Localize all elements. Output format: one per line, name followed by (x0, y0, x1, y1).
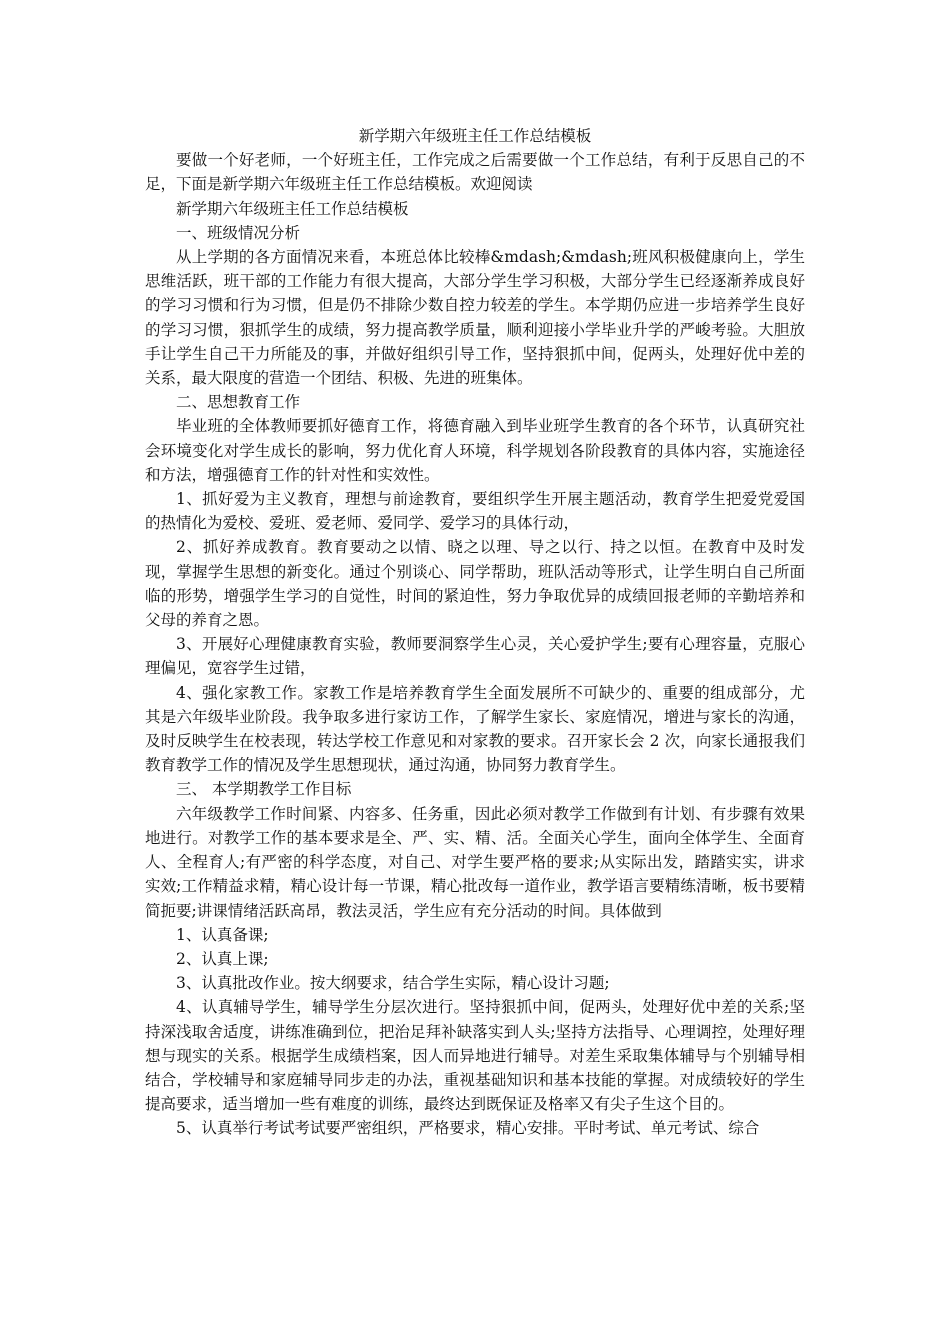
section-heading-moral-education: 二、思想教育工作 (176, 393, 301, 412)
list-item-teaching: 2、认真上课; (176, 949, 269, 968)
paragraph-moral-education: 毕业班的全体教师要抓好德育工作，将德育融入到毕业班学生教育的各个环节，认真研究社会环境变化对学生成长的影响，努力优化育人环境，科学规划各阶段教育的具体内容，实施途径和方法，增强德育工作的针对性和实效性。 (145, 417, 805, 484)
paragraph-class-analysis: 从上学期的各方面情况来看，本班总体比较棒&mdash;&mdash;班风积极健康向上，学生思维活跃，班干部的工作能力有很大提高，大部分学生学习积极，大部分学生已经逐渐养成良好的学习习惯和行为习惯，但是仍不排除少数自控力较差的学生。本学期仍应进一步培养学生良好的学习习惯，狠抓学生的成绩，努力提高教学质量，顺利迎接小学毕业升学的严峻考验。大胆放手让学生自己干力所能及的事，并做好组织引导工作，坚持狠抓中间，促两头，处理好优中差的关系，最大限度的营造一个团结、积极、先进的班集体。 (145, 248, 805, 388)
intro-paragraph: 要做一个好老师，一个好班主任，工作完成之后需要做一个工作总结，有利于反思自己的不足，下面是新学期六年级班主任工作总结模板。欢迎阅读 (145, 151, 805, 194)
section-heading-class-analysis: 一、班级情况分析 (176, 223, 301, 242)
section-heading-teaching-goals: 三、 本学期教学工作目标 (176, 780, 352, 799)
list-item-family-education: 4、强化家教工作。家教工作是培养教育学生全面发展所不可缺少的、重要的组成部分，尤其是六年级毕业阶段。我争取多进行家访工作，了解学生家长、家庭情况，增进与家长的沟通，及时反映学生在校表现，转达学校工作意见和对家教的要求。召开家长会 2 次，向家长通报我们教育教学工作的情况及学生思想现状，通过沟通，协同努力教育学生。 (145, 683, 805, 775)
list-item-homework: 3、认真批改作业。按大纲要求，结合学生实际，精心设计习题; (176, 974, 610, 993)
list-item-patriotic-education: 1、抓好爱为主义教育，理想与前途教育，要组织学生开展主题活动，教育学生把爱党爱国的热情化为爱校、爱班、爱老师、爱同学、爱学习的具体行动， (145, 490, 805, 533)
list-item-lesson-prep: 1、认真备课; (176, 925, 269, 944)
list-item-tutoring: 4、认真辅导学生，辅导学生分层次进行。坚持狠抓中间，促两头，处理好优中差的关系;坚持深浅取舍适度，讲练准确到位，把治足拜补缺落实到人头;坚持方法指导、心理调控，处理好理想与现实的关系。根据学生成绩档案，因人而异地进行辅导。对差生采取集体辅导与个别辅导相结合，学校辅导和家庭辅导同步走的办法，重视基础知识和基本技能的掌握。对成绩较好的学生提高要求，适当增加一些有难度的训练，最终达到既保证及格率又有尖子生这个目的。 (145, 998, 805, 1114)
list-item-habit-education: 2、抓好养成教育。教育要动之以情、晓之以理、导之以行、持之以恒。在教育中及时发现，掌握学生思想的新变化。通过个别谈心、同学帮助，班队活动等形式，让学生明白自己所面临的形势，增强学生学习的自觉性，时间的紧迫性，努力争取优异的成绩回报老师的辛勤培养和父母的养育之恩。 (145, 538, 805, 630)
list-item-mental-health: 3、开展好心理健康教育实验，教师要洞察学生心灵，关心爱护学生;要有心理容量，克服心理偏见，宽容学生过错， (145, 635, 805, 678)
paragraph-teaching-goals: 六年级教学工作时间紧、内容多、任务重，因此必须对教学工作做到有计划、有步骤有效果地进行。对教学工作的基本要求是全、严、实、精、活。全面关心学生，面向全体学生、全面育人、全程育人;有严密的科学态度，对自己、对学生要严格的要求;从实际出发，踏踏实实，讲求实效;工作精益求精，精心设计每一节课，精心批改每一道作业，教学语言要精练清晰，板书要精简扼要;讲课情绪活跃高昂，教法灵活，学生应有充分活动的时间。具体做到 (145, 804, 805, 920)
subtitle-heading: 新学期六年级班主任工作总结模板 (176, 199, 409, 218)
list-item-exams: 5、认真举行考试考试要严密组织，严格要求，精心安排。平时考试、单元考试、综合 (176, 1119, 760, 1138)
document-title: 新学期六年级班主任工作总结模板 (358, 127, 592, 145)
document-body (145, 124, 805, 1141)
